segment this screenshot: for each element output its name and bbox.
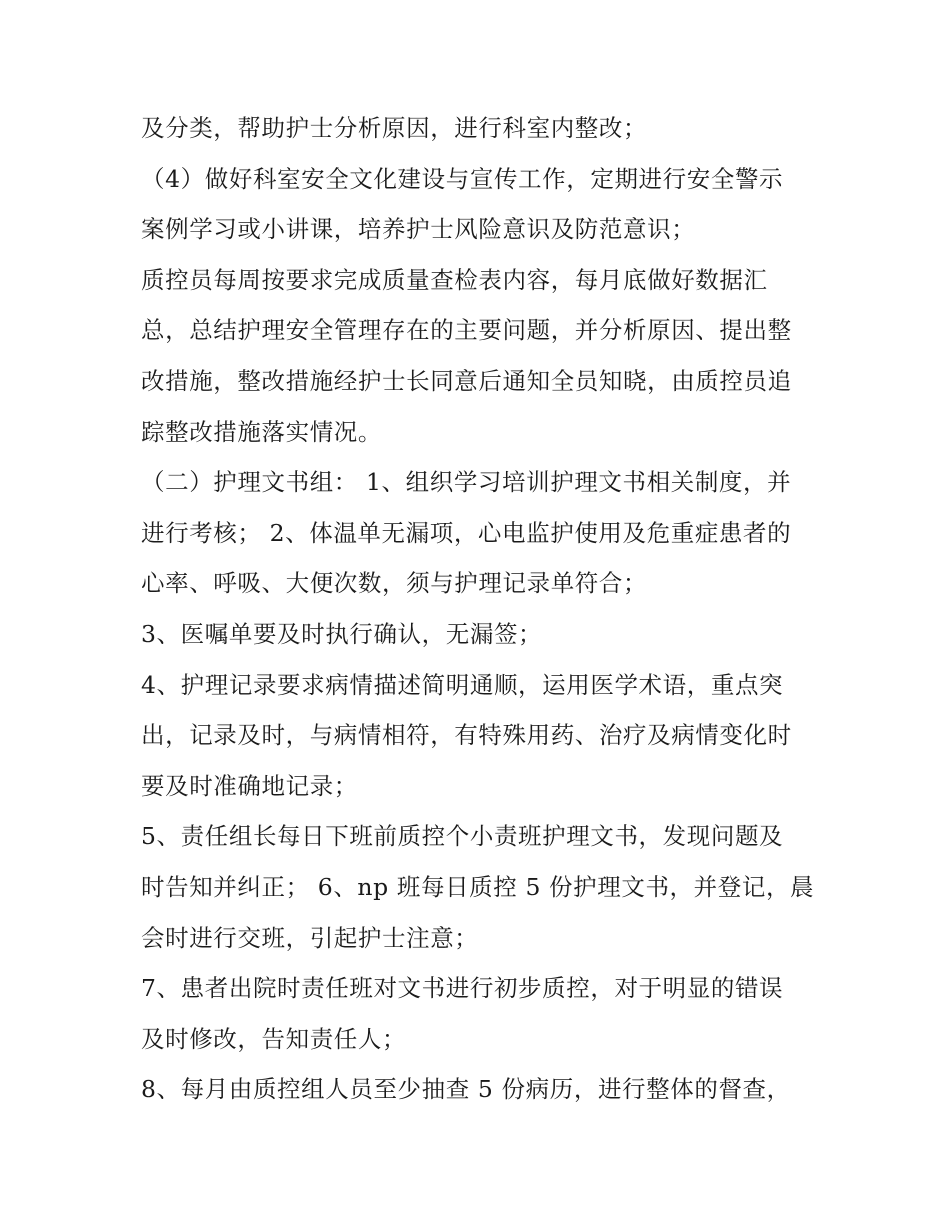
text-line: 踪整改措施落实情况。 <box>141 417 382 446</box>
text-line: 案例学习或小讲课，培养护士风险意识及防范意识； <box>141 215 696 244</box>
text-line: 质控员每周按要求完成质量查检表内容，每月底做好数据汇 <box>141 265 768 294</box>
text-line: （二）护理文书组： 1、组织学习培训护理文书相关制度，并 <box>141 468 792 497</box>
text-line: 及时修改，告知责任人； <box>141 1024 407 1053</box>
text-line: 5、责任组长每日下班前质控个小责班护理文书，发现问题及 <box>141 822 784 851</box>
text-line: 时告知并纠正； 6、np 班每日质控 5 份护理文书，并登记，晨 <box>141 872 815 901</box>
text-line: 及分类，帮助护士分析原因，进行科室内整改； <box>141 114 648 142</box>
text-line: 进行考核； 2、体温单无漏项，心电监护使用及危重症患者的 <box>141 518 792 547</box>
text-line: 3、医嘱单要及时执行确认，无漏签； <box>141 619 543 648</box>
text-line: 8、每月由质控组人员至少抽查 5 份病历，进行整体的督查， <box>141 1075 791 1104</box>
text-line: 4、护理记录要求病情描述简明通顺，运用医学术语，重点突 <box>141 670 784 699</box>
text-line: 要及时准确地记录； <box>141 771 358 800</box>
text-line: 心率、呼吸、大便次数，须与护理记录单符合； <box>141 569 648 598</box>
text-line: 7、患者出院时责任班对文书进行初步质控，对于明显的错误 <box>141 974 784 1003</box>
text-line: 总，总结护理安全管理存在的主要问题，并分析原因、提出整 <box>141 316 792 345</box>
text-line: 会时进行交班，引起护士注意； <box>141 923 479 952</box>
text-line: 改措施，整改措施经护士长同意后通知全员知晓，由质控员追 <box>141 366 792 395</box>
text-line: （4）做好科室安全文化建设与宣传工作，定期进行安全警示 <box>141 164 784 193</box>
text-line: 出，记录及时，与病情相符，有特殊用药、治疗及病情变化时 <box>141 721 792 750</box>
document-body <box>141 103 821 1115</box>
